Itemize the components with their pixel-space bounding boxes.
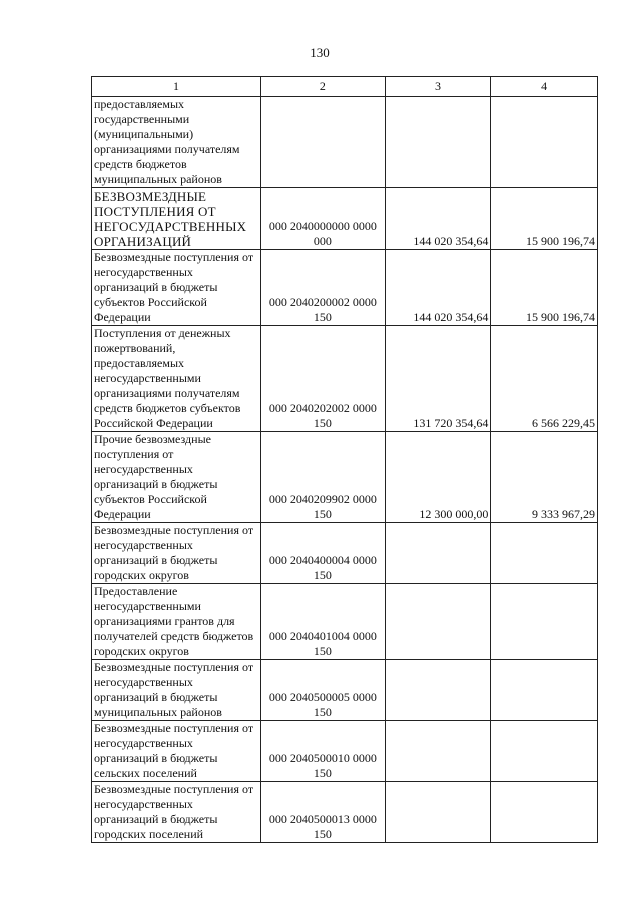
row-value-col4	[491, 660, 598, 721]
table-row	[92, 432, 598, 523]
row-name: БЕЗВОЗМЕЗДНЫЕ ПОСТУПЛЕНИЯ ОТ НЕГОСУДАРСТВЕННЫХ ОРГАНИЗАЦИЙ	[92, 188, 261, 250]
table-row	[92, 660, 598, 721]
table-row	[92, 721, 598, 782]
column-header-4: 4	[491, 77, 598, 97]
row-value-col3	[385, 782, 491, 843]
table-header-row	[92, 77, 598, 97]
row-code: 000 2040200002 0000 150	[261, 250, 386, 326]
column-header-1: 1	[92, 77, 261, 97]
row-name: Безвозмездные поступления от негосударственных организаций в бюджеты городских округов	[92, 523, 261, 584]
row-code: 000 2040500010 0000 150	[261, 721, 386, 782]
row-value-col3	[385, 721, 491, 782]
row-value-col3: 144 020 354,64	[385, 250, 491, 326]
row-value-col4	[491, 721, 598, 782]
row-value-col3: 144 020 354,64	[385, 188, 491, 250]
row-value-col3: 131 720 354,64	[385, 326, 491, 432]
table-row	[92, 188, 598, 250]
page-number: 130	[310, 45, 330, 60]
row-name: Предоставление негосударственными организациями грантов для получателей средств бюджетов городских округов	[92, 584, 261, 660]
column-header-2: 2	[261, 77, 386, 97]
table-row	[92, 584, 598, 660]
budget-table	[91, 76, 598, 843]
row-value-col4	[491, 584, 598, 660]
row-name: предоставляемых государственными (муниципальными) организациями получателям средств бюджетов муниципальных районов	[92, 97, 261, 188]
row-name: Безвозмездные поступления от негосударственных организаций в бюджеты муниципальных районов	[92, 660, 261, 721]
row-code: 000 2040000000 0000 000	[261, 188, 386, 250]
row-name: Поступления от денежных пожертвований, предоставляемых негосударственными организациями получателям средств бюджетов субъектов Российской Федерации	[92, 326, 261, 432]
row-value-col4: 15 900 196,74	[491, 188, 598, 250]
row-value-col3	[385, 97, 491, 188]
row-name: Безвозмездные поступления от негосударственных организаций в бюджеты сельских поселений	[92, 721, 261, 782]
table-row	[92, 326, 598, 432]
row-value-col4: 9 333 967,29	[491, 432, 598, 523]
row-code: 000 2040500013 0000 150	[261, 782, 386, 843]
row-name: Прочие безвозмездные поступления от негосударственных организаций в бюджеты субъектов Российской Федерации	[92, 432, 261, 523]
row-value-col3: 12 300 000,00	[385, 432, 491, 523]
row-value-col3	[385, 523, 491, 584]
row-code	[261, 97, 386, 188]
row-value-col4	[491, 523, 598, 584]
row-value-col4	[491, 782, 598, 843]
row-code: 000 2040401004 0000 150	[261, 584, 386, 660]
table-row	[92, 782, 598, 843]
table-row	[92, 97, 598, 188]
row-value-col4: 6 566 229,45	[491, 326, 598, 432]
row-name: Безвозмездные поступления от негосударственных организаций в бюджеты городских поселений	[92, 782, 261, 843]
column-header-3: 3	[385, 77, 491, 97]
row-value-col4	[491, 97, 598, 188]
table-row	[92, 250, 598, 326]
row-code: 000 2040209902 0000 150	[261, 432, 386, 523]
row-code: 000 2040500005 0000 150	[261, 660, 386, 721]
row-code: 000 2040400004 0000 150	[261, 523, 386, 584]
row-code: 000 2040202002 0000 150	[261, 326, 386, 432]
table-row	[92, 523, 598, 584]
row-value-col3	[385, 660, 491, 721]
row-value-col4: 15 900 196,74	[491, 250, 598, 326]
row-name: Безвозмездные поступления от негосударственных организаций в бюджеты субъектов Российской Федерации	[92, 250, 261, 326]
row-value-col3	[385, 584, 491, 660]
